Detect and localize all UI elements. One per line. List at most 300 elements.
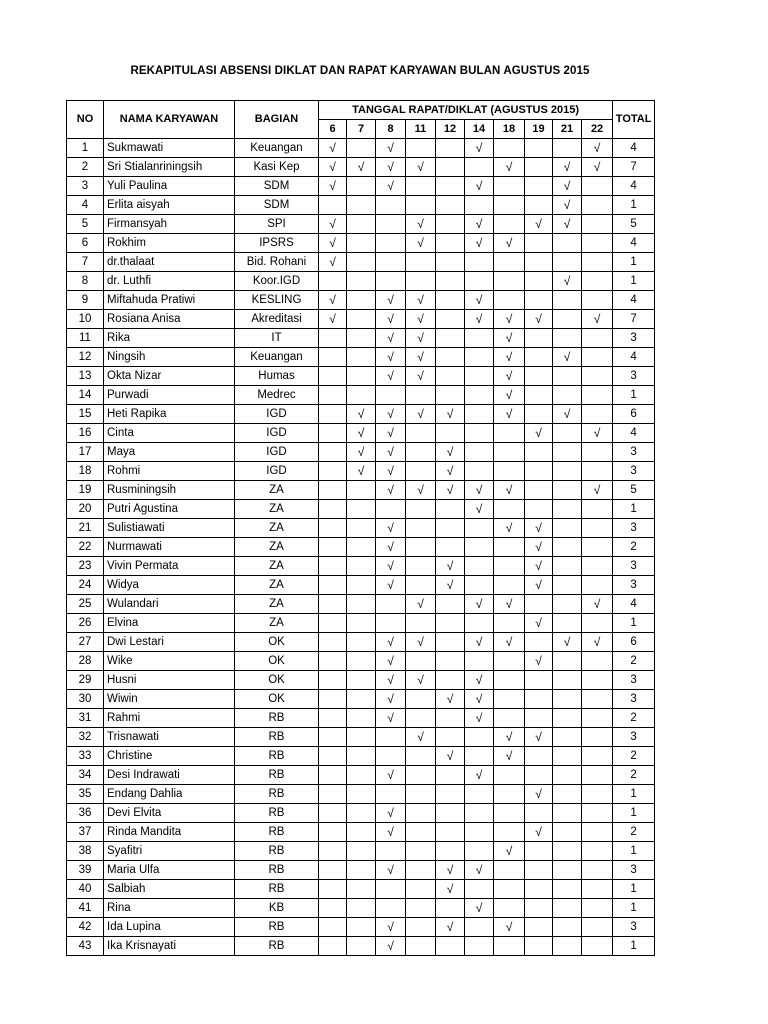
table-row	[67, 272, 655, 291]
header-date: 14	[465, 120, 494, 139]
attendance-check: √	[582, 633, 613, 652]
attendance-empty	[406, 842, 436, 861]
attendance-empty	[525, 633, 553, 652]
attendance-empty	[376, 785, 406, 804]
attendance-empty	[525, 234, 553, 253]
attendance-check: √	[465, 595, 494, 614]
attendance-empty	[525, 139, 553, 158]
attendance-empty	[319, 842, 347, 861]
department: Bid. Rohani	[235, 253, 319, 272]
attendance-total: 3	[613, 443, 655, 462]
attendance-empty	[553, 576, 582, 595]
attendance-total: 2	[613, 766, 655, 785]
attendance-check: √	[553, 158, 582, 177]
attendance-check: √	[347, 462, 376, 481]
attendance-empty	[436, 500, 465, 519]
attendance-empty	[525, 462, 553, 481]
employee-name: Dwi Lestari	[104, 633, 235, 652]
attendance-empty	[525, 861, 553, 880]
attendance-check: √	[347, 424, 376, 443]
attendance-empty	[494, 766, 525, 785]
attendance-empty	[347, 291, 376, 310]
row-number: 4	[67, 196, 104, 215]
department: ZA	[235, 595, 319, 614]
attendance-check: √	[376, 557, 406, 576]
attendance-empty	[582, 272, 613, 291]
header-dept: BAGIAN	[235, 101, 319, 139]
attendance-empty	[553, 519, 582, 538]
attendance-empty	[406, 785, 436, 804]
row-number: 29	[67, 671, 104, 690]
attendance-empty	[436, 633, 465, 652]
row-number: 3	[67, 177, 104, 196]
attendance-check: √	[553, 215, 582, 234]
table-row	[67, 424, 655, 443]
attendance-check: √	[494, 329, 525, 348]
attendance-check: √	[376, 481, 406, 500]
attendance-empty	[553, 481, 582, 500]
attendance-check: √	[347, 443, 376, 462]
attendance-empty	[319, 671, 347, 690]
attendance-empty	[319, 462, 347, 481]
employee-name: Devi Elvita	[104, 804, 235, 823]
attendance-empty	[406, 690, 436, 709]
attendance-check: √	[494, 747, 525, 766]
attendance-check: √	[494, 158, 525, 177]
attendance-empty	[465, 386, 494, 405]
attendance-total: 3	[613, 918, 655, 937]
row-number: 8	[67, 272, 104, 291]
attendance-empty	[525, 880, 553, 899]
department: KESLING	[235, 291, 319, 310]
attendance-empty	[436, 538, 465, 557]
attendance-empty	[582, 671, 613, 690]
attendance-check: √	[465, 766, 494, 785]
attendance-empty	[525, 595, 553, 614]
attendance-empty	[406, 652, 436, 671]
attendance-empty	[436, 652, 465, 671]
attendance-empty	[553, 766, 582, 785]
attendance-empty	[465, 405, 494, 424]
attendance-empty	[319, 709, 347, 728]
attendance-empty	[494, 291, 525, 310]
department: RB	[235, 747, 319, 766]
attendance-check: √	[319, 253, 347, 272]
employee-name: Ida Lupina	[104, 918, 235, 937]
employee-name: Salbiah	[104, 880, 235, 899]
attendance-empty	[553, 538, 582, 557]
attendance-empty	[347, 899, 376, 918]
row-number: 16	[67, 424, 104, 443]
attendance-check: √	[376, 462, 406, 481]
attendance-empty	[347, 329, 376, 348]
attendance-empty	[319, 329, 347, 348]
attendance-empty	[347, 367, 376, 386]
attendance-total: 3	[613, 861, 655, 880]
attendance-check: √	[465, 709, 494, 728]
attendance-empty	[525, 804, 553, 823]
attendance-empty	[406, 576, 436, 595]
attendance-empty	[582, 253, 613, 272]
attendance-empty	[553, 253, 582, 272]
attendance-empty	[406, 937, 436, 956]
attendance-empty	[347, 842, 376, 861]
attendance-empty	[494, 671, 525, 690]
attendance-check: √	[582, 424, 613, 443]
table-row	[67, 861, 655, 880]
department: OK	[235, 633, 319, 652]
attendance-check: √	[436, 918, 465, 937]
attendance-check: √	[525, 538, 553, 557]
employee-name: Vivin Permata	[104, 557, 235, 576]
attendance-empty	[525, 481, 553, 500]
attendance-empty	[525, 367, 553, 386]
attendance-empty	[347, 728, 376, 747]
attendance-empty	[347, 747, 376, 766]
attendance-empty	[553, 614, 582, 633]
attendance-check: √	[465, 139, 494, 158]
attendance-check: √	[319, 215, 347, 234]
attendance-empty	[553, 709, 582, 728]
attendance-empty	[553, 443, 582, 462]
attendance-total: 5	[613, 215, 655, 234]
row-number: 31	[67, 709, 104, 728]
department: RB	[235, 766, 319, 785]
department: ZA	[235, 500, 319, 519]
attendance-empty	[347, 253, 376, 272]
employee-name: Rokhim	[104, 234, 235, 253]
attendance-check: √	[376, 348, 406, 367]
attendance-empty	[406, 861, 436, 880]
attendance-empty	[525, 918, 553, 937]
attendance-empty	[406, 424, 436, 443]
row-number: 38	[67, 842, 104, 861]
attendance-empty	[319, 500, 347, 519]
attendance-empty	[376, 500, 406, 519]
department: RB	[235, 823, 319, 842]
attendance-total: 7	[613, 158, 655, 177]
attendance-empty	[582, 766, 613, 785]
attendance-empty	[525, 842, 553, 861]
table-row	[67, 234, 655, 253]
table-row	[67, 386, 655, 405]
attendance-empty	[436, 367, 465, 386]
department: IPSRS	[235, 234, 319, 253]
attendance-empty	[436, 253, 465, 272]
attendance-empty	[436, 519, 465, 538]
department: ZA	[235, 576, 319, 595]
attendance-empty	[553, 899, 582, 918]
attendance-empty	[347, 652, 376, 671]
attendance-empty	[347, 481, 376, 500]
attendance-empty	[582, 538, 613, 557]
attendance-empty	[494, 861, 525, 880]
attendance-check: √	[582, 595, 613, 614]
employee-name: Firmansyah	[104, 215, 235, 234]
employee-name: Wulandari	[104, 595, 235, 614]
attendance-empty	[582, 937, 613, 956]
attendance-empty	[465, 804, 494, 823]
attendance-empty	[525, 443, 553, 462]
row-number: 28	[67, 652, 104, 671]
attendance-total: 4	[613, 424, 655, 443]
attendance-total: 7	[613, 310, 655, 329]
department: Akreditasi	[235, 310, 319, 329]
row-number: 43	[67, 937, 104, 956]
attendance-check: √	[436, 462, 465, 481]
header-name: NAMA KARYAWAN	[104, 101, 235, 139]
attendance-total: 2	[613, 747, 655, 766]
table-row	[67, 310, 655, 329]
attendance-check: √	[406, 595, 436, 614]
header-date: 21	[553, 120, 582, 139]
department: IGD	[235, 462, 319, 481]
table-row	[67, 766, 655, 785]
attendance-empty	[553, 861, 582, 880]
table-row	[67, 728, 655, 747]
attendance-empty	[494, 899, 525, 918]
attendance-empty	[347, 348, 376, 367]
attendance-empty	[436, 709, 465, 728]
attendance-empty	[494, 272, 525, 291]
employee-name: Okta Nizar	[104, 367, 235, 386]
employee-name: Sulistiawati	[104, 519, 235, 538]
attendance-empty	[465, 272, 494, 291]
row-number: 26	[67, 614, 104, 633]
attendance-empty	[465, 785, 494, 804]
attendance-total: 3	[613, 519, 655, 538]
department: OK	[235, 652, 319, 671]
attendance-empty	[582, 215, 613, 234]
attendance-empty	[406, 443, 436, 462]
attendance-total: 3	[613, 329, 655, 348]
attendance-check: √	[465, 500, 494, 519]
attendance-empty	[347, 595, 376, 614]
attendance-empty	[553, 937, 582, 956]
attendance-empty	[436, 804, 465, 823]
employee-name: Heti Rapika	[104, 405, 235, 424]
attendance-empty	[525, 386, 553, 405]
attendance-empty	[376, 253, 406, 272]
attendance-empty	[376, 728, 406, 747]
attendance-empty	[347, 139, 376, 158]
attendance-empty	[406, 823, 436, 842]
attendance-empty	[347, 937, 376, 956]
table-row	[67, 196, 655, 215]
attendance-empty	[319, 348, 347, 367]
attendance-empty	[553, 500, 582, 519]
employee-name: Rina	[104, 899, 235, 918]
header-date: 8	[376, 120, 406, 139]
attendance-empty	[465, 196, 494, 215]
table-row	[67, 177, 655, 196]
attendance-empty	[406, 899, 436, 918]
attendance-check: √	[465, 861, 494, 880]
attendance-empty	[406, 177, 436, 196]
attendance-empty	[494, 690, 525, 709]
attendance-empty	[319, 405, 347, 424]
employee-name: Rusminingsih	[104, 481, 235, 500]
table-row	[67, 842, 655, 861]
employee-name: Yuli Paulina	[104, 177, 235, 196]
attendance-empty	[525, 690, 553, 709]
attendance-empty	[347, 785, 376, 804]
row-number: 11	[67, 329, 104, 348]
table-row	[67, 500, 655, 519]
employee-name: Ningsih	[104, 348, 235, 367]
attendance-empty	[465, 614, 494, 633]
table-row	[67, 443, 655, 462]
attendance-check: √	[494, 918, 525, 937]
attendance-empty	[347, 538, 376, 557]
attendance-check: √	[494, 310, 525, 329]
attendance-total: 1	[613, 804, 655, 823]
attendance-check: √	[582, 481, 613, 500]
attendance-total: 3	[613, 576, 655, 595]
attendance-total: 2	[613, 652, 655, 671]
employee-name: Rahmi	[104, 709, 235, 728]
attendance-check: √	[376, 823, 406, 842]
table-row	[67, 918, 655, 937]
attendance-empty	[494, 177, 525, 196]
attendance-empty	[525, 177, 553, 196]
attendance-check: √	[525, 652, 553, 671]
table-row	[67, 329, 655, 348]
attendance-empty	[436, 766, 465, 785]
attendance-check: √	[376, 405, 406, 424]
attendance-check: √	[494, 842, 525, 861]
attendance-empty	[347, 557, 376, 576]
department: ZA	[235, 557, 319, 576]
row-number: 13	[67, 367, 104, 386]
attendance-empty	[347, 310, 376, 329]
attendance-empty	[436, 671, 465, 690]
attendance-empty	[494, 937, 525, 956]
attendance-empty	[494, 614, 525, 633]
attendance-total: 6	[613, 405, 655, 424]
table-row	[67, 804, 655, 823]
row-number: 21	[67, 519, 104, 538]
attendance-empty	[406, 766, 436, 785]
header-date: 12	[436, 120, 465, 139]
attendance-check: √	[376, 538, 406, 557]
attendance-empty	[494, 443, 525, 462]
attendance-check: √	[553, 196, 582, 215]
employee-name: Miftahuda Pratiwi	[104, 291, 235, 310]
attendance-empty	[406, 500, 436, 519]
attendance-empty	[436, 348, 465, 367]
table-row	[67, 690, 655, 709]
attendance-check: √	[376, 633, 406, 652]
attendance-check: √	[436, 880, 465, 899]
attendance-empty	[582, 747, 613, 766]
attendance-total: 1	[613, 899, 655, 918]
attendance-empty	[406, 614, 436, 633]
attendance-check: √	[376, 443, 406, 462]
table-row	[67, 557, 655, 576]
attendance-check: √	[376, 652, 406, 671]
row-number: 5	[67, 215, 104, 234]
attendance-check: √	[582, 158, 613, 177]
attendance-empty	[406, 880, 436, 899]
table-row	[67, 709, 655, 728]
attendance-check: √	[319, 158, 347, 177]
attendance-empty	[436, 728, 465, 747]
attendance-empty	[319, 595, 347, 614]
employee-name: Sukmawati	[104, 139, 235, 158]
attendance-empty	[582, 234, 613, 253]
attendance-total: 1	[613, 500, 655, 519]
attendance-empty	[347, 386, 376, 405]
attendance-empty	[319, 918, 347, 937]
attendance-empty	[465, 728, 494, 747]
attendance-total: 6	[613, 633, 655, 652]
department: OK	[235, 690, 319, 709]
attendance-total: 1	[613, 386, 655, 405]
attendance-check: √	[494, 728, 525, 747]
header-date: 22	[582, 120, 613, 139]
attendance-check: √	[494, 595, 525, 614]
department: RB	[235, 709, 319, 728]
row-number: 25	[67, 595, 104, 614]
attendance-empty	[406, 272, 436, 291]
attendance-empty	[494, 500, 525, 519]
attendance-empty	[582, 728, 613, 747]
table-row	[67, 633, 655, 652]
attendance-check: √	[376, 766, 406, 785]
row-number: 36	[67, 804, 104, 823]
attendance-check: √	[436, 481, 465, 500]
attendance-empty	[436, 234, 465, 253]
attendance-empty	[376, 234, 406, 253]
attendance-total: 3	[613, 462, 655, 481]
attendance-empty	[436, 785, 465, 804]
department: IGD	[235, 443, 319, 462]
attendance-check: √	[347, 405, 376, 424]
attendance-empty	[406, 253, 436, 272]
attendance-empty	[553, 595, 582, 614]
attendance-check: √	[494, 348, 525, 367]
attendance-empty	[436, 329, 465, 348]
table-body	[67, 139, 655, 956]
attendance-empty	[525, 291, 553, 310]
attendance-empty	[376, 747, 406, 766]
attendance-total: 3	[613, 728, 655, 747]
attendance-empty	[465, 443, 494, 462]
attendance-check: √	[406, 329, 436, 348]
attendance-check: √	[406, 671, 436, 690]
attendance-empty	[436, 158, 465, 177]
attendance-empty	[494, 462, 525, 481]
attendance-check: √	[376, 576, 406, 595]
attendance-empty	[553, 424, 582, 443]
attendance-empty	[406, 747, 436, 766]
row-number: 1	[67, 139, 104, 158]
attendance-empty	[525, 272, 553, 291]
attendance-check: √	[582, 310, 613, 329]
attendance-check: √	[319, 139, 347, 158]
attendance-empty	[582, 899, 613, 918]
attendance-check: √	[347, 158, 376, 177]
department: KB	[235, 899, 319, 918]
attendance-empty	[465, 462, 494, 481]
attendance-empty	[406, 709, 436, 728]
row-number: 19	[67, 481, 104, 500]
attendance-empty	[525, 709, 553, 728]
row-number: 35	[67, 785, 104, 804]
attendance-empty	[406, 804, 436, 823]
attendance-empty	[582, 918, 613, 937]
